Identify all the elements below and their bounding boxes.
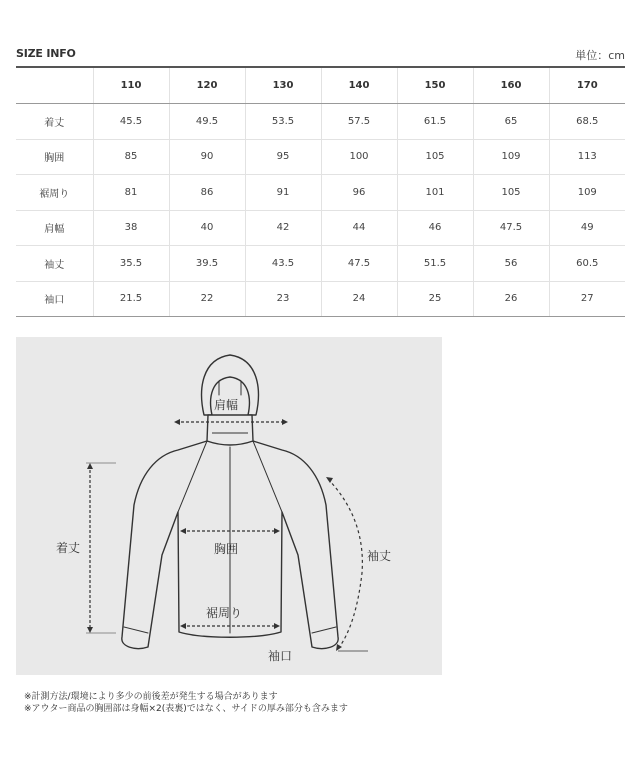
table-row (16, 281, 625, 317)
table-header-row (16, 67, 625, 104)
table-header-cell: 150 (397, 67, 473, 104)
row-label: 胸囲 (16, 139, 93, 175)
jacket-collar (207, 415, 253, 445)
table-header-cell: 110 (93, 67, 169, 104)
table-cell: 45.5 (93, 104, 169, 140)
table-cell: 113 (549, 139, 625, 175)
size-info-header (16, 46, 625, 64)
table-cell: 56 (473, 246, 549, 282)
table-cell: 90 (169, 139, 245, 175)
table-cell: 26 (473, 281, 549, 317)
table-cell: 27 (549, 281, 625, 317)
row-label: 肩幅 (16, 210, 93, 246)
notes (24, 691, 348, 715)
table-row (16, 139, 625, 175)
unit-label: 単位：cm (575, 49, 625, 62)
table-cell: 53.5 (245, 104, 321, 140)
table-header-cell (16, 67, 93, 104)
table-cell: 46 (397, 210, 473, 246)
chest-label: 胸囲 (214, 542, 239, 556)
table-header-cell: 170 (549, 67, 625, 104)
row-label: 袖丈 (16, 246, 93, 282)
table-row (16, 246, 625, 282)
table-cell: 100 (321, 139, 397, 175)
size-table (16, 66, 625, 317)
table-row (16, 210, 625, 246)
table-cell: 101 (397, 175, 473, 211)
table-cell: 40 (169, 210, 245, 246)
table-cell: 57.5 (321, 104, 397, 140)
table-cell: 105 (397, 139, 473, 175)
table-cell: 38 (93, 210, 169, 246)
table-cell: 61.5 (397, 104, 473, 140)
table-cell: 86 (169, 175, 245, 211)
table-cell: 109 (549, 175, 625, 211)
table-cell: 49 (549, 210, 625, 246)
cuff-label: 袖口 (268, 649, 293, 663)
row-label: 袖口 (16, 281, 93, 317)
sleeve-label: 袖丈 (367, 549, 392, 563)
table-cell: 60.5 (549, 246, 625, 282)
table-row (16, 104, 625, 140)
table-cell: 47.5 (473, 210, 549, 246)
hem-label: 裾周り (206, 606, 243, 620)
table-cell: 95 (245, 139, 321, 175)
size-info-title: SIZE INFO (16, 47, 76, 60)
table-cell: 65 (473, 104, 549, 140)
table-cell: 22 (169, 281, 245, 317)
table-cell: 109 (473, 139, 549, 175)
note-line: ※アウター商品の胸囲部は身幅×2(表裏)ではなく、サイドの厚み部分も含みます (24, 704, 348, 714)
row-label: 裾周り (16, 175, 93, 211)
row-label: 着丈 (16, 104, 93, 140)
table-cell: 35.5 (93, 246, 169, 282)
table-cell: 44 (321, 210, 397, 246)
table-cell: 43.5 (245, 246, 321, 282)
table-cell: 96 (321, 175, 397, 211)
table-header-cell: 140 (321, 67, 397, 104)
length-label: 着丈 (56, 541, 81, 555)
table-cell: 49.5 (169, 104, 245, 140)
table-cell: 47.5 (321, 246, 397, 282)
table-cell: 85 (93, 139, 169, 175)
table-row (16, 175, 625, 211)
measurement-diagram (16, 337, 442, 675)
table-cell: 42 (245, 210, 321, 246)
table-header-cell: 130 (245, 67, 321, 104)
table-cell: 105 (473, 175, 549, 211)
table-header-cell: 160 (473, 67, 549, 104)
note-line: ※計測方法/環境により多少の前後差が発生する場合があります (24, 692, 278, 702)
table-cell: 25 (397, 281, 473, 317)
table-cell: 51.5 (397, 246, 473, 282)
table-cell: 23 (245, 281, 321, 317)
shoulder-label: 肩幅 (214, 398, 239, 412)
table-header-cell: 120 (169, 67, 245, 104)
table-cell: 24 (321, 281, 397, 317)
table-cell: 81 (93, 175, 169, 211)
jacket-illustration (16, 337, 442, 675)
table-cell: 91 (245, 175, 321, 211)
table-cell: 21.5 (93, 281, 169, 317)
table-cell: 39.5 (169, 246, 245, 282)
table-cell: 68.5 (549, 104, 625, 140)
